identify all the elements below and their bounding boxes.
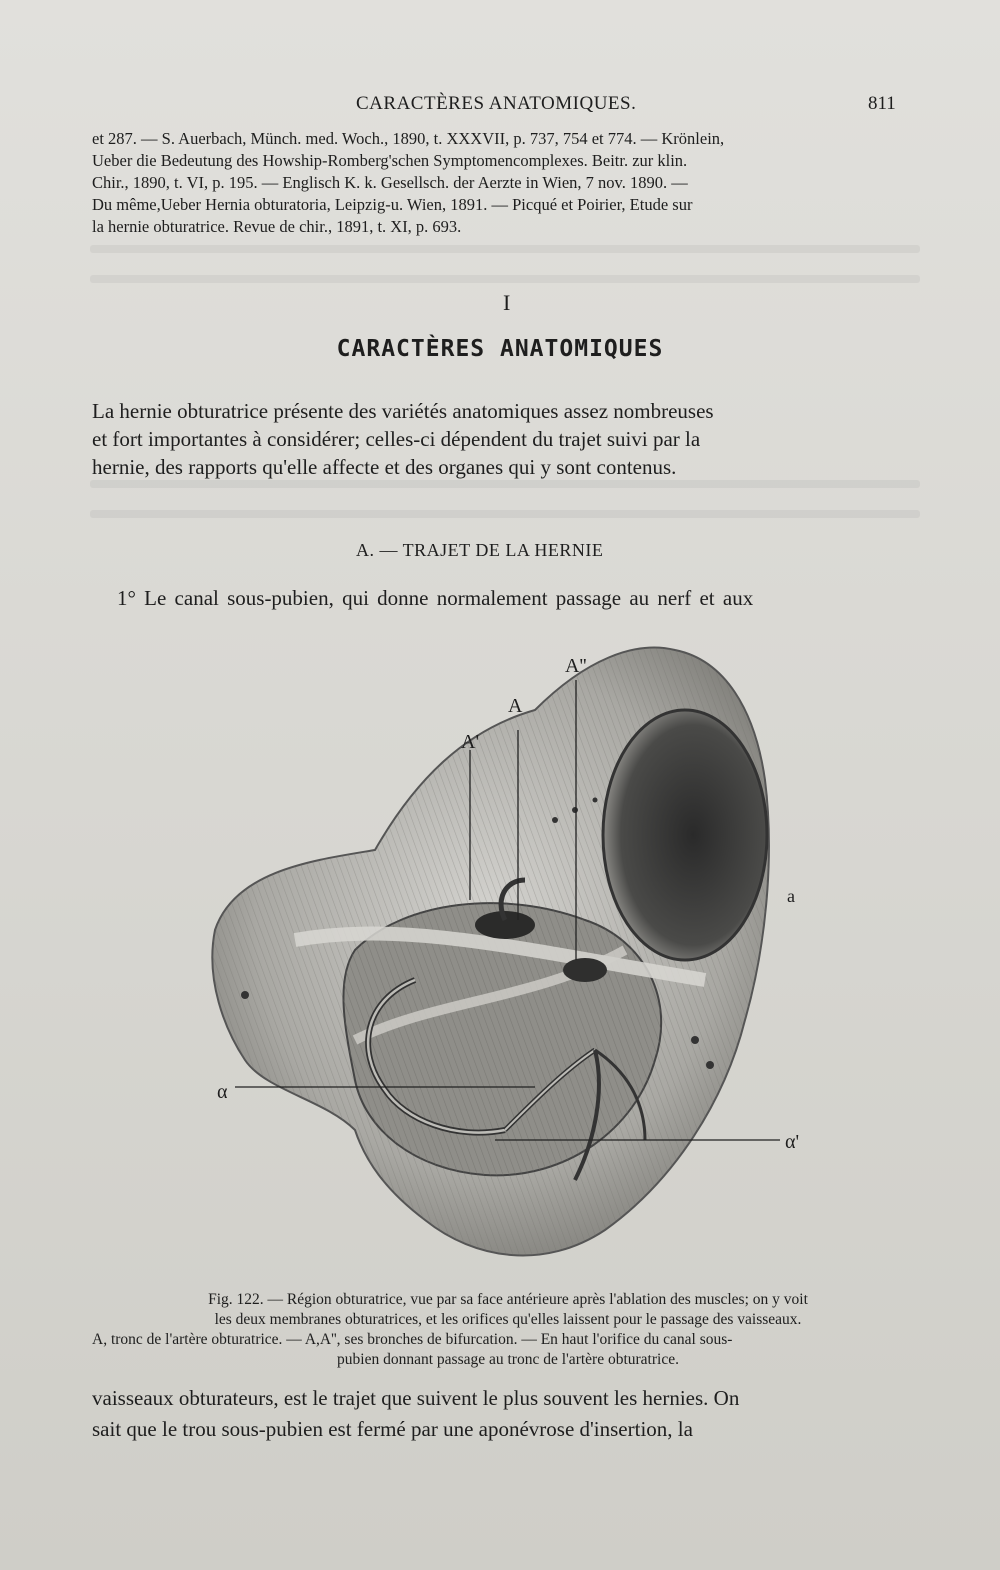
body-paragraph [92,1383,924,1445]
reference-line: Ueber die Bedeutung des Howship-Romberg'schen Symptomencomplexes. Beitr. zur klin. [92,151,688,170]
section-number: I [503,290,511,315]
reference-line: Du même,Ueber Hernia obturatoria, Leipzig-u. Wien, 1891. — Picqué et Poirier, Etude sur [92,195,693,214]
text-line: sait que le trou sous-pubien est fermé par une aponévrose d'insertion, la [92,1417,693,1441]
bleed-through-line [90,480,920,488]
text-line: et fort importantes à considérer; celles-ci dépendent du trajet suivi par la [92,427,701,451]
caption-line: A, tronc de l'artère obturatrice. — A,A'', ses bronches de bifurcation. — En haut l'orifice du canal sous- [92,1331,733,1348]
anatomical-figure [205,620,805,1290]
intro-paragraph [92,397,924,481]
label-alpha: α [217,1081,228,1103]
bleed-through-line [90,275,920,283]
label-a-prime: A' [461,731,480,753]
bleed-through-line [90,245,920,253]
label-alpha-prime: α' [785,1131,800,1153]
subsection-heading: A. — TRAJET DE LA HERNIE [356,540,604,560]
reference-line: et 287. — S. Auerbach, Münch. med. Woch., 1890, t. XXXVII, p. 737, 754 et 774. — Krönlein, [92,129,725,148]
caption-line: les deux membranes obturatrices, et les orifices qu'elles laissent pour le passage des vaisseaux. [214,1311,802,1328]
text-line: La hernie obturatrice présente des variétés anatomiques assez nombreuses [92,399,714,423]
paragraph-line: 1° Le canal sous-pubien, qui donne normalement passage au nerf et aux [117,586,754,610]
section-title: CARACTÈRES ANATOMIQUES [336,336,664,362]
text-line: vaisseaux obturateurs, est le trajet que suivent le plus souvent les hernies. On [92,1386,740,1410]
figure-caption [92,1290,924,1370]
label-a-double-prime: A'' [565,655,587,677]
label-small-a: a [787,886,795,906]
bleed-through-line [90,510,920,518]
references-block [92,128,924,238]
reference-line: Chir., 1890, t. VI, p. 195. — Englisch K. k. Gesellsch. der Aerzte in Wien, 7 nov. 1890. — [92,173,688,192]
label-a: A [508,695,523,717]
obturator-region-illustration [205,620,805,1290]
caption-line: pubien donnant passage au tronc de l'artère obturatrice. [337,1351,679,1368]
caption-line: Fig. 122. — Région obturatrice, vue par sa face antérieure après l'ablation des muscles; on y voit [208,1291,808,1308]
lower-orifice [563,958,607,982]
reference-line: la hernie obturatrice. Revue de chir., 1891, t. XI, p. 693. [92,217,462,236]
acetabulum [603,710,767,960]
page-number: 811 [868,93,896,114]
running-title: CARACTÈRES ANATOMIQUES. [356,93,637,114]
text-line: hernie, des rapports qu'elle affecte et des organes qui y sont contenus. [92,455,677,479]
